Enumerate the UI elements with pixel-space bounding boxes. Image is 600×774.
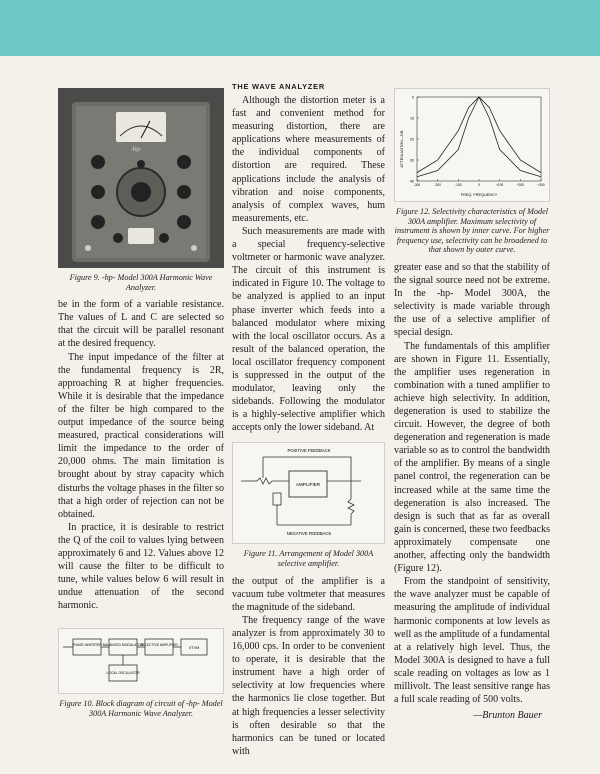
block-phase-inverter — [73, 639, 101, 655]
y-tick-label: 10 — [410, 116, 414, 121]
figure-10-caption: Figure 10. Block diagram of circuit of -hp- Model 300A Harmonic Wave Analyzer. — [59, 699, 223, 719]
figure-9-photo — [58, 88, 224, 268]
positive-feedback-label: POSITIVE FEEDBACK — [287, 448, 331, 454]
x-tick-label: +100 — [496, 183, 504, 187]
author-signature: —Brunton Bauer — [473, 710, 542, 722]
figure-11-diagram — [232, 442, 385, 544]
y-tick-label: 40 — [410, 179, 414, 184]
column-3 — [394, 88, 550, 721]
block-diagram-svg — [59, 629, 223, 691]
chart-lines — [417, 97, 541, 177]
block-label-local-oscillator: LOCAL OSCILLATOR — [106, 671, 140, 676]
negative-feedback-label: NEGATIVE FEEDBACK — [286, 531, 332, 537]
col3-paragraph-2: The fundamentals of this amplifier are shown in Figure 11. Essentially, the amplifier uses regeneration in combination with a tuned amplifier to achieve high selectivity. In addition, degeneration is used to stabilize the circuit. However, the degree of both degeneration and regeneration is made variable so as to control the bandwidth of the amplifier. By means of a single panel control, the regeneration can be increased while at the same time the degeneration is also increased. The design is such that as far as overall gain is concerned, these two feedbacks approximately compensate one another, affecting only the bandwidth (Figure 12). — [394, 340, 550, 575]
x-tick-label: 0 — [478, 183, 480, 187]
col2-paragraph-1: Although the distortion meter is a fast and convenient method for measuring distortion, there are applications where measurements of the individual components of distortion are required. These applications include the analysis of vibration and noise components, analysis of complex waves, hum measurements, etc. — [232, 95, 385, 224]
col1-paragraph-2: The input impedance of the filter at the fundamental frequency is 2R, approaching R at higher frequencies. While it is desirable that the impedance of the filter be high compared to the output impedance of the source being measured, practical considerations will limit the impedance to the order of 20,000 ohms. The main limitation is brought about by stray capacity which disturbs the voltage phases in the filter so that a high order of rejection can not be obtained. — [58, 351, 224, 520]
y-axis-label: ATTENUATION—DB — [399, 130, 404, 168]
figure-12-chart — [394, 88, 550, 202]
analyzer-instrument-image — [58, 88, 224, 268]
col1-paragraph-3: In practice, it is desirable to restrict the Q of the coil to values lying between approximately 6 and 12. Values above 12 will cause the filter to be difficult to tune, while values below 6 will result in undue attenuation of the second harmonic. — [58, 521, 224, 612]
col1-paragraph-1: be in the form of a variable resistance. The values of L and C are selected so that the circuit will be parallel resonant at the desired frequency. — [58, 299, 224, 350]
block-balanced-modulator — [109, 639, 137, 655]
teal-header-band — [0, 0, 600, 56]
x-tick-label: +200 — [516, 183, 524, 187]
col3-paragraph-3: From the standpoint of sensitivity, the wave analyzer must be capable of measuring the amplitude of individual harmonic components at low levels as well as the amplitude of a fundamental at a relatively high level. Thus, the Model 300A is designed to have a full scale reading on voltages as low as 1 millivolt. The least sensitive range has a full scale reading of 500 volts. — [394, 576, 550, 706]
inner-curve — [417, 97, 541, 177]
figure-11-caption: Figure 11. Arrangement of Model 300A selective amplifier. — [243, 549, 374, 569]
col3-paragraph-1: greater ease and so that the stability of the signal source need not be extreme. In the -hp- Model 300A, the selectivity is made variable through the use of a selective amplifier of special design. — [394, 261, 550, 339]
outer-curve — [417, 97, 541, 173]
section-heading: THE WAVE ANALYZER — [232, 82, 325, 91]
chart-frame — [417, 97, 541, 181]
meter-brand-label: -hp- — [131, 147, 142, 153]
col2-paragraph-3: the output of the amplifier is a vacuum tube voltmeter that measures the magnitude of the sideband. — [232, 575, 385, 613]
block-label-selective-amplifier: SELECTIVE AMPLIFIER — [140, 643, 178, 648]
x-tick-label: -300 — [413, 183, 421, 187]
amplifier-label: AMPLIFIER — [295, 482, 321, 488]
figure-9-caption: Figure 9. -hp- Model 300A Harmonic Wave Analyzer. — [69, 273, 213, 292]
chart-axes — [410, 96, 545, 188]
block-label-balanced-modulator: BALANCED MODULATOR — [102, 643, 144, 648]
figure-10-diagram — [58, 628, 224, 694]
x-tick-label: -100 — [455, 183, 462, 187]
selectivity-chart-svg — [395, 89, 549, 199]
block-label-phase-inverter: PHASE INVERTER — [72, 643, 102, 648]
y-tick-label: 30 — [410, 158, 414, 163]
figure-12-caption: Figure 12. Selectivity characteristics of Model 300A amplifier. Maximum selectivity of instrument is shown by inner curve. For higher frequency use, selectivity can be broadened to that shown by outer curve. — [394, 207, 550, 255]
x-axis-label: FREQ. FREQUENCY — [460, 193, 498, 197]
feedback-diagram-svg — [233, 443, 384, 541]
col2-paragraph-4: The frequency range of the wave analyzer is from approximately 30 to 16,000 cps. In order to be convenient to operate, it is desirable that the instrument have a high order of selectivity at low frequencies where the harmonics lie close together. But at high frequencies a lesser selectivity is often desirable so that the harmonics can be tuned or located with — [232, 614, 385, 757]
col2-paragraph-2: Such measurements are made with a special frequency-selective voltmeter or harmonic wave analyzer. The circuit of this instrument is indicated in Figure 10. The voltage to be analyzed is applied to an input phase inverter which feeds into a balanced modulator where mixing with the local oscillator occurs. As a result of the balanced operation, the local oscillator frequency component is suppressed in the output of the modulator, leaving only the sidebands. Following the modulator is a highly-selective amplifier which accepts only the lower sideband. At — [232, 225, 385, 434]
column-1 — [58, 88, 224, 725]
x-tick-label: +300 — [537, 183, 545, 187]
block-selective-amplifier — [145, 639, 173, 655]
column-2 — [232, 82, 385, 758]
y-tick-label: 0 — [412, 95, 414, 100]
y-tick-label: 20 — [410, 137, 414, 142]
block-label-vtvm: VTVM — [188, 646, 200, 651]
x-tick-label: -200 — [434, 183, 441, 187]
